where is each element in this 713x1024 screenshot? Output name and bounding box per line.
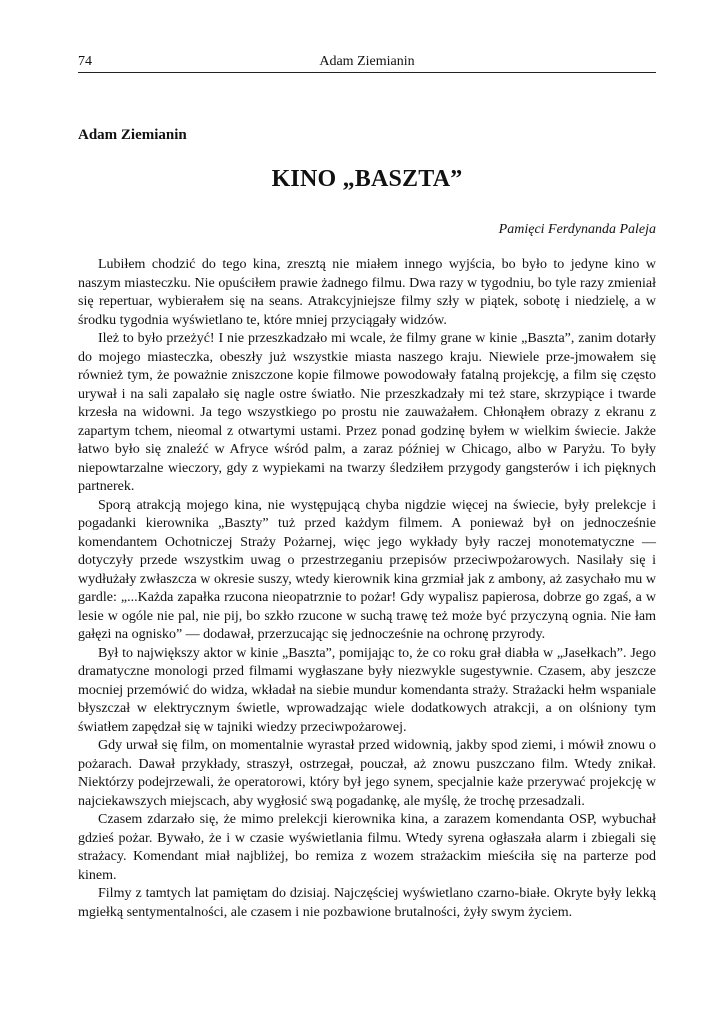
paragraph: Ileż to było przeżyć! I nie przeszkadzało mi wcale, że filmy grane w kinie „Baszta”, zanim dotarły do mojego miasteczka, obeszły już wszystkie miasta naszego kraju. Niewiele prze-jmowałem się również tym, że poważnie zniszczone kopie filmowe powodowały fatalną projekcję, a film się często urywał i na sali zapalało się nagle ostre światło. Nie przeszkadzały mi też stare, skrzypiące i twarde krzesła na widowni. Ja tego wszystkiego po prostu nie zauważałem. Chłonąłem obrazy z ekranu z zapartym tchem, nieomal z otwartymi ustami. Przez ponad godzinę byłem w wielkim świecie. Jakże łatwo było się znaleźć w Afryce wśród palm, a zaraz później w Chicago, albo w Paryżu. To były niepowtarzalne wieczory, gdy z wypiekami na twarzy śledziłem przygody gangsterów i ich pięknych partnerek. xyxy=(78,331,656,494)
running-header xyxy=(78,52,656,72)
article-title: KINO „BASZTA” xyxy=(271,166,463,192)
paragraph: Był to największy aktor w kinie „Baszta”, pomijając to, że co roku grał diabła w „Jasełkach”. Jego dramatyczne monologi przed filmami wygłaszane były niezwykle sugestywnie. Czasem, aby jeszcze mocniej przemówić do widza, wkładał na siebie mundur komendanta straży. Strażacki hełm wspaniale błyszczał w elektrycznym świetle, wprowadzając wiele dodatkowych atrakcji, a on olśniony tym światłem zapędzał się w tajniki wiedzy przeciwpożarowej. xyxy=(78,645,656,735)
header-rule xyxy=(78,72,656,73)
paragraph: Czasem zdarzało się, że mimo prelekcji kierownika kina, a zarazem komendanta OSP, wybuchał gdzieś pożar. Bywało, że i w czasie wyświetlania filmu. Wtedy syrena ogłaszała alarm i zbiegali się strażacy. Komendant miał najbliżej, bo remiza z wozem strażackim mieściła się na parterze pod kinem. xyxy=(78,812,656,883)
article-body xyxy=(78,256,656,922)
dedication: Pamięci Ferdynanda Paleja xyxy=(498,222,656,237)
paragraph: Lubiłem chodzić do tego kina, zresztą nie miałem innego wyjścia, bo było to jedyne kino w naszym miasteczku. Nie opuściłem prawie żadnego filmu. Dwa razy w tygodniu, bo tyle razy zmieniał się repertuar, wybierałem się na seans. Atrakcyjniejsze filmy szły w piątek, sobotę i niedzielę, a w środku tygodnia wyświetlano te, które mniej przyciągały widzów. xyxy=(78,257,656,328)
paragraph: Gdy urwał się film, on momentalnie wyrastał przed widownią, jakby spod ziemi, i mówił znowu o pożarach. Dawał przykłady, straszył, ostrzegał, pouczał, aż znowu puszczano film. Wtedy znikał. Niektórzy podejrzewali, że operatorowi, który był jego synem, specjalnie każe przerywać projekcję w najciekawszych miejscach, aby wygłosić swą pogadankę, ale myślę, że trochę przesadzali. xyxy=(78,738,656,809)
article-author: Adam Ziemianin xyxy=(78,127,187,143)
paragraph: Sporą atrakcją mojego kina, nie występującą chyba nigdzie więcej na świecie, były prelekcje i pogadanki kierownika „Baszty” tuż przed każdym filmem. A ponieważ był on jednocześnie komendantem Ochotniczej Straży Pożarnej, więc jego wykłady były raczej monotematyczne — dotyczyły przede wszystkim uwag o przestrzeganiu przepisów przeciwpożarowych. Nasilały się i wydłużały zwłaszcza w okresie suszy, wtedy kierownik kina grzmiał jak z ambony, aż zasychało mu w gardle: „...Każda zapałka rzucona nieopatrznie to pożar! Gdy wypalisz papierosa, dobrze go zgaś, a w lesie w ogóle nie pal, nie pij, bo szkło rzucone w suchą trawę też może być przyczyną ognia. Nie łam gałęzi na ognisko” — dodawał, przerzucając się jednocześnie na ochronę przyrody. xyxy=(78,497,656,642)
running-title: Adam Ziemianin xyxy=(319,54,415,69)
page-number: 74 xyxy=(78,54,92,69)
paragraph: Filmy z tamtych lat pamiętam do dzisiaj. Najczęściej wyświetlano czarno-białe. Okryte były lekką mgiełką sentymentalności, ale czasem i nie pozbawione brutalności, żyły swym życiem. xyxy=(78,886,656,920)
